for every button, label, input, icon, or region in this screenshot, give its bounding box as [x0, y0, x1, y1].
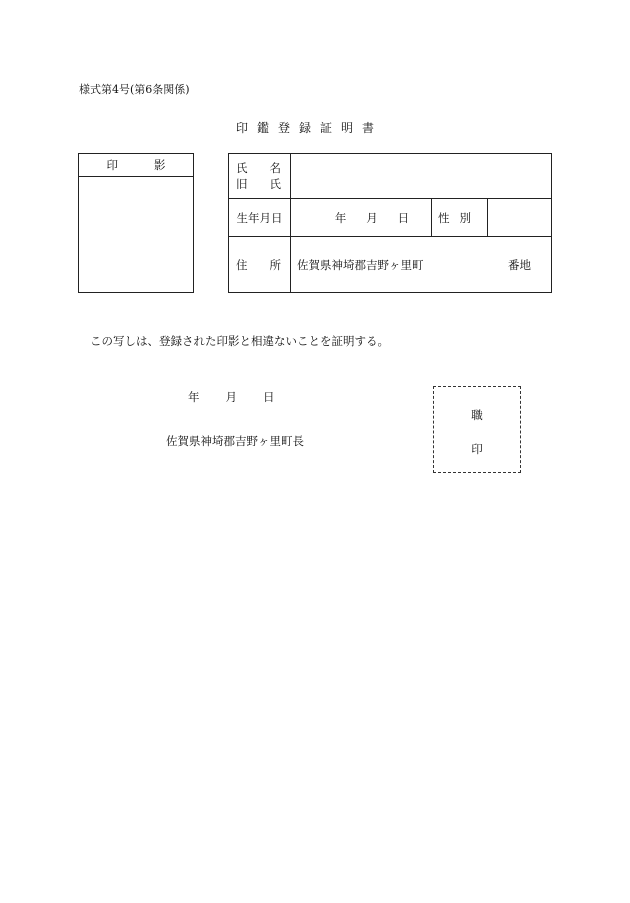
sex-value-cell	[488, 199, 552, 237]
issue-date	[188, 389, 275, 405]
seal-impression-box	[78, 153, 202, 293]
official-stamp-char-1: 職	[471, 408, 483, 422]
official-stamp-box	[433, 386, 521, 473]
name-value-cell	[291, 154, 552, 199]
issue-year-label: 年	[188, 390, 200, 404]
birth-date-value-cell	[291, 199, 432, 237]
address-value-cell	[291, 237, 552, 293]
name-label: 氏 名	[236, 161, 281, 175]
address-suffix: 番地	[508, 257, 532, 272]
former-name-label: 旧 氏	[236, 177, 281, 191]
official-stamp-char-2: 印	[471, 442, 483, 456]
form-number: 様式第4号(第6条関係)	[79, 83, 190, 96]
document-title: 印鑑登録証明書	[236, 121, 384, 135]
seal-impression-header: 印影	[79, 154, 193, 177]
certification-statement: この写しは、登録された印影と相違ないことを証明する。	[90, 334, 389, 348]
address-label-cell	[229, 237, 291, 293]
issue-day-label: 日	[263, 390, 275, 404]
address-label: 住 所	[236, 257, 281, 272]
birth-month-label: 月	[366, 210, 378, 225]
issuer-name: 佐賀県神埼郡吉野ヶ里町長	[166, 434, 304, 448]
registrant-info-table	[228, 153, 552, 293]
name-label-cell	[229, 154, 291, 199]
birth-day-label: 日	[397, 210, 410, 225]
issue-month-label: 月	[225, 390, 237, 404]
sex-label: 性別	[432, 199, 488, 237]
address-prefix: 佐賀県神埼郡吉野ヶ里町	[297, 257, 424, 272]
birth-year-label: 年	[334, 210, 347, 225]
birth-date-label: 生年月日	[229, 199, 291, 237]
